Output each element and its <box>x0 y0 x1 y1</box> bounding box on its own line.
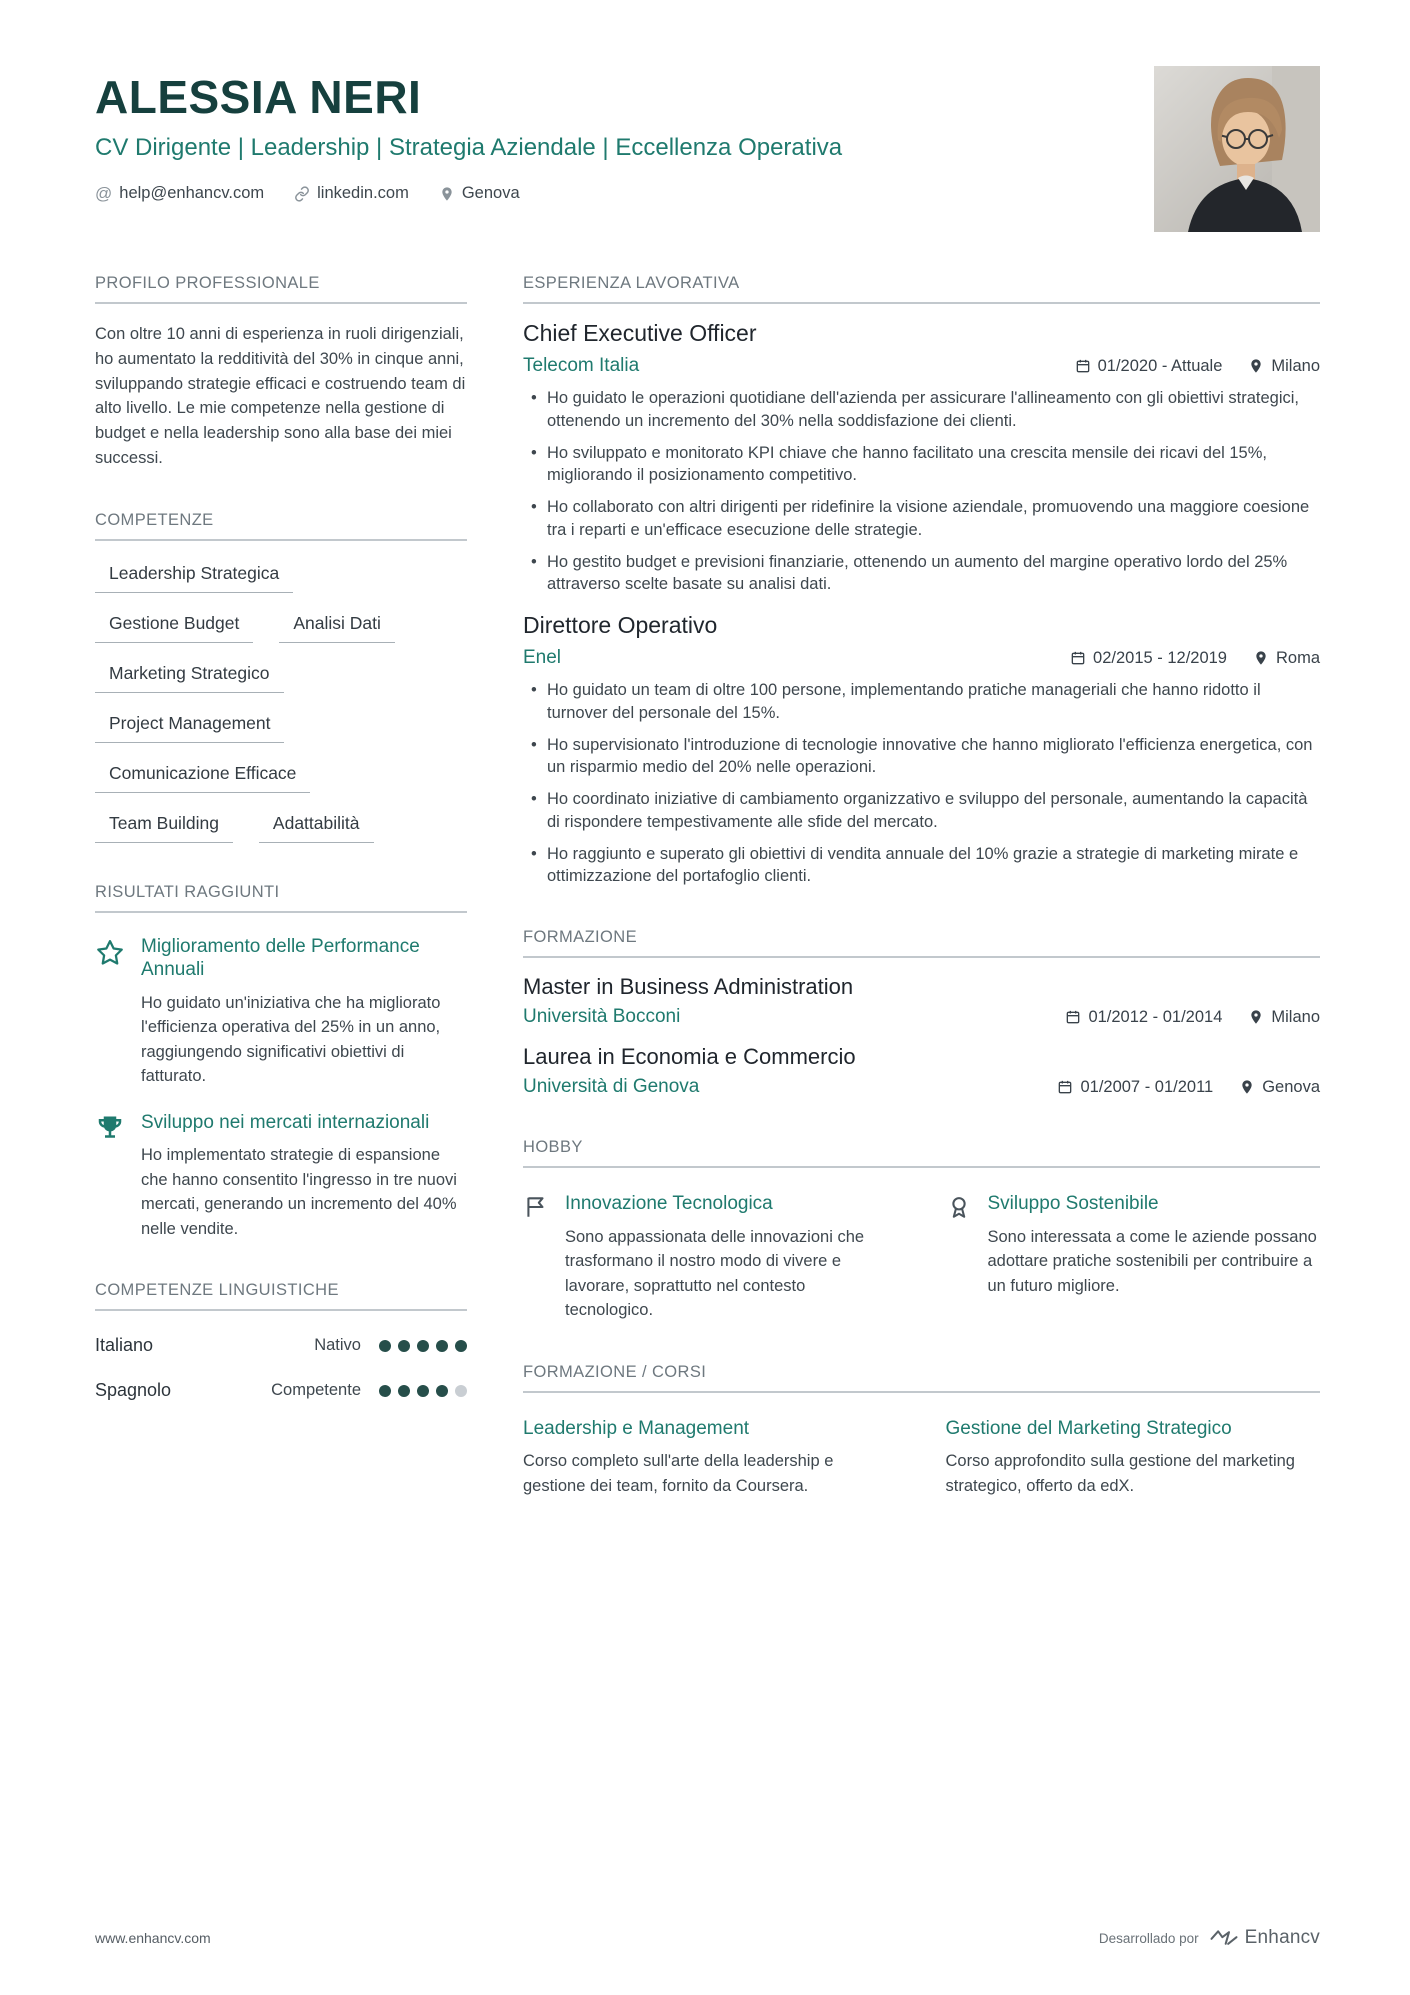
enhancv-brand-link[interactable] <box>1209 1927 1320 1949</box>
calendar-icon <box>1065 1009 1081 1025</box>
skill-tags <box>95 559 467 843</box>
skill-tag: Analisi Dati <box>279 609 395 643</box>
achievement-text: Ho implementato strategie di espansione che hanno consentito l'ingresso in tre nuovi mercati, generando un incremento del 40% nelle vendite. <box>141 1146 457 1238</box>
section-experience <box>523 274 1320 888</box>
education-meta <box>523 1006 1320 1028</box>
hobby-text: Sono interessata a come le aziende possano adottare pratiche sostenibili per contribuire a un futuro migliore. <box>987 1228 1317 1295</box>
job-bullet: • Ho gestito budget e previsioni finanziarie, ottenendo un aumento del margine operativo lordo del 25% attraverso scelte basate su analisi dati. <box>547 551 1320 597</box>
achievement-body <box>141 935 467 1089</box>
job-bullet: • Ho supervisionato l'introduzione di tecnologie innovative che hanno migliorato l'efficienza energetica, con un risparmio medio del 20% nelle operazioni. <box>547 734 1320 780</box>
hobby-body <box>565 1192 898 1322</box>
hobby-text: Sono appassionata delle innovazioni che trasformano il nostro modo di vivere e lavorare, soprattutto nel contesto tecnologico. <box>565 1228 865 1320</box>
section-title-skills: COMPETENZE <box>95 511 467 541</box>
section-languages <box>95 1281 467 1401</box>
hobby-grid <box>523 1176 1320 1322</box>
hobby-title: Sviluppo Sostenibile <box>987 1193 1159 1215</box>
job-bullet: • Ho guidato le operazioni quotidiane dell'azienda per assicurare l'allineamento con gli obiettivi strategici, ottenendo un incremento del 30% nella soddisfazione dei clienti. <box>547 387 1320 433</box>
headline: CV Dirigente | Leadership | Strategia Aziendale | Eccellenza Operativa <box>95 134 843 161</box>
location-text: Genova <box>461 184 520 202</box>
calendar-icon <box>1075 358 1091 374</box>
education-meta-right <box>1057 1078 1320 1097</box>
location-pin-icon <box>1239 1079 1255 1095</box>
section-title-education: FORMAZIONE <box>523 928 1320 958</box>
job-bullet: • Ho sviluppato e monitorato KPI chiave che hanno facilitato una crescita mensile dei ricavi del 15%, migliorando il posizionamento competitivo. <box>547 442 1320 488</box>
job-bullet: • Ho coordinato iniziative di cambiamento organizzativo e sviluppo del personale, aumentando la capacità di rispondere tempestivamente alle sfide del mercato. <box>547 788 1320 834</box>
education-dates <box>1057 1078 1213 1097</box>
company-name: Telecom Italia <box>523 355 640 376</box>
course-title: Leadership e Management <box>523 1417 750 1439</box>
course-item <box>946 1417 1321 1499</box>
achievement-item <box>95 1111 467 1241</box>
language-level: Nativo <box>314 1336 361 1354</box>
trophy-icon <box>95 1111 125 1241</box>
location-item <box>439 184 520 203</box>
skill-tag: Marketing Strategico <box>95 659 284 693</box>
medal-icon <box>946 1192 972 1322</box>
email-icon: @ <box>95 184 113 203</box>
company-name: Enel <box>523 647 562 669</box>
education-dates <box>1065 1008 1222 1027</box>
rating-dot-filled <box>417 1385 429 1397</box>
hobby-item <box>946 1192 1321 1322</box>
job-dates <box>1075 357 1223 376</box>
education-dates-text: 01/2007 - 01/2011 <box>1080 1077 1214 1096</box>
location-pin-icon <box>1248 358 1264 374</box>
main-content <box>95 274 1320 1538</box>
powered-by <box>1099 1927 1320 1949</box>
job-bullets <box>523 387 1320 596</box>
job-entry <box>523 612 1320 888</box>
location-icon <box>439 186 455 202</box>
achievement-title: Miglioramento delle Performance Annuali <box>141 935 420 981</box>
skill-tag: Adattabilità <box>259 809 374 843</box>
header-text-block <box>95 62 842 203</box>
footer <box>95 1927 1320 1949</box>
skill-tag: Team Building <box>95 809 233 843</box>
person-name: ALESSIA NERI <box>95 71 422 123</box>
right-column <box>523 274 1320 1538</box>
location-pin-icon <box>1248 1009 1264 1025</box>
language-row <box>95 1380 467 1401</box>
achievement-text: Ho guidato un'iniziativa che ha migliorato l'efficienza operativa del 25% in un anno, raggiungendo significativi obiettivi di fatturato. <box>141 994 441 1086</box>
rating-dot-filled <box>398 1385 410 1397</box>
job-location <box>1248 357 1320 376</box>
job-meta-right <box>1070 649 1320 668</box>
section-skills <box>95 511 467 843</box>
job-title: Direttore Operativo <box>523 612 718 639</box>
degree-title: Laurea in Economia e Commercio <box>523 1044 856 1070</box>
linkedin-link[interactable] <box>294 184 409 203</box>
rating-dot-empty <box>455 1385 467 1397</box>
course-item <box>523 1417 898 1499</box>
section-title-experience: ESPERIENZA LAVORATIVA <box>523 274 1320 304</box>
calendar-icon <box>1070 650 1086 666</box>
star-icon <box>95 935 125 1089</box>
rating-dot-filled <box>436 1340 448 1352</box>
course-text: Corso completo sull'arte della leadership e gestione dei team, fornito da Coursera. <box>523 1452 834 1495</box>
hobby-item <box>523 1192 898 1322</box>
job-dates <box>1070 649 1227 668</box>
education-location <box>1248 1008 1320 1027</box>
language-name: Spagnolo <box>95 1380 172 1400</box>
school-name: Università Bocconi <box>523 1006 681 1028</box>
enhancv-logo-icon <box>1209 1928 1239 1948</box>
education-location <box>1239 1078 1320 1097</box>
job-meta-right <box>1075 357 1320 376</box>
profile-summary: Con oltre 10 anni di esperienza in ruoli dirigenziali, ho aumentato la redditività del 30% in cinque anni, sviluppando strategie efficaci e costruendo team di alto livello. Le mie competenze nella gestione di budget e nella leadership sono alla base dei miei successi. <box>95 325 466 467</box>
flag-icon <box>523 1192 549 1322</box>
language-row <box>95 1335 467 1356</box>
rating-dot-filled <box>398 1340 410 1352</box>
achievement-item <box>95 935 467 1089</box>
job-title: Chief Executive Officer <box>523 320 757 346</box>
job-bullets <box>523 679 1320 888</box>
job-dates-text: 02/2015 - 12/2019 <box>1093 648 1227 667</box>
job-bullet: • Ho guidato un team di oltre 100 persone, implementando pratiche manageriali che hanno ridotto il turnover del personale del 15%. <box>547 679 1320 725</box>
contact-row <box>95 184 842 203</box>
powered-by-text: Desarrollado por <box>1098 1930 1199 1946</box>
language-name: Italiano <box>95 1335 154 1355</box>
linkedin-text: linkedin.com <box>317 184 409 202</box>
skill-tag: Project Management <box>95 709 284 743</box>
education-dates-text: 01/2012 - 01/2014 <box>1088 1007 1223 1026</box>
language-level: Competente <box>271 1381 361 1399</box>
education-meta <box>523 1076 1320 1098</box>
section-education <box>523 928 1320 1098</box>
rating-dot-filled <box>379 1340 391 1352</box>
hobby-body <box>988 1192 1321 1322</box>
section-achievements <box>95 883 467 1242</box>
section-title-courses: FORMAZIONE / CORSI <box>523 1363 1320 1393</box>
rating-dot-filled <box>417 1340 429 1352</box>
education-entry <box>523 1044 1320 1098</box>
education-meta-right <box>1065 1008 1320 1027</box>
skill-tag: Leadership Strategica <box>95 559 293 593</box>
profile-photo <box>1154 66 1320 232</box>
calendar-icon <box>1057 1079 1073 1095</box>
course-text: Corso approfondito sulla gestione del marketing strategico, offerto da edX. <box>945 1452 1295 1495</box>
job-location <box>1253 649 1320 668</box>
education-location-text: Genova <box>1262 1077 1320 1096</box>
section-courses <box>523 1363 1320 1499</box>
language-rating <box>379 1340 467 1352</box>
job-entry <box>523 320 1320 596</box>
job-location-text: Milano <box>1271 356 1320 375</box>
section-title-languages: COMPETENZE LINGUISTICHE <box>95 1281 467 1311</box>
rating-dot-filled <box>436 1385 448 1397</box>
job-bullet: • Ho raggiunto e superato gli obiettivi di vendita annuale del 10% grazie a strategie di marketing mirate e ottimizzazione del portafoglio clienti. <box>547 843 1320 889</box>
section-title-profile: PROFILO PROFESSIONALE <box>95 274 467 304</box>
footer-site-link[interactable]: www.enhancv.com <box>95 1930 211 1946</box>
section-title-achievements: RISULTATI RAGGIUNTI <box>95 883 467 913</box>
education-location-text: Milano <box>1271 1007 1320 1026</box>
job-meta <box>523 647 1320 669</box>
section-hobbies <box>523 1138 1320 1322</box>
email-text: help@enhancv.com <box>119 184 265 202</box>
achievement-body <box>141 1111 467 1241</box>
section-title-hobbies: HOBBY <box>523 1138 1320 1168</box>
skill-tag: Gestione Budget <box>95 609 253 643</box>
job-location-text: Roma <box>1275 648 1320 667</box>
course-title: Gestione del Marketing Strategico <box>945 1417 1232 1439</box>
education-entry <box>523 974 1320 1028</box>
achievement-title: Sviluppo nei mercati internazionali <box>141 1111 430 1133</box>
skill-tag: Comunicazione Efficace <box>95 759 310 793</box>
school-name: Università di Genova <box>523 1076 700 1098</box>
header <box>95 62 1320 232</box>
job-bullet: • Ho collaborato con altri dirigenti per ridefinire la visione aziendale, promuovendo una maggiore coesione tra i reparti e un'efficace esecuzione delle strategie. <box>547 496 1320 542</box>
degree-title: Master in Business Administration <box>523 974 854 1000</box>
language-rating <box>379 1385 467 1397</box>
job-meta <box>523 355 1320 377</box>
email-link[interactable] <box>95 184 264 203</box>
link-icon <box>294 186 310 202</box>
hobby-title: Innovazione Tecnologica <box>565 1193 773 1215</box>
job-dates-text: 01/2020 - Attuale <box>1097 356 1223 375</box>
rating-dot-filled <box>455 1340 467 1352</box>
left-column <box>95 274 467 1538</box>
section-profile <box>95 274 467 471</box>
enhancv-brand-name: Enhancv <box>1244 1927 1320 1948</box>
course-grid <box>523 1401 1320 1499</box>
rating-dot-filled <box>379 1385 391 1397</box>
location-pin-icon <box>1253 650 1269 666</box>
